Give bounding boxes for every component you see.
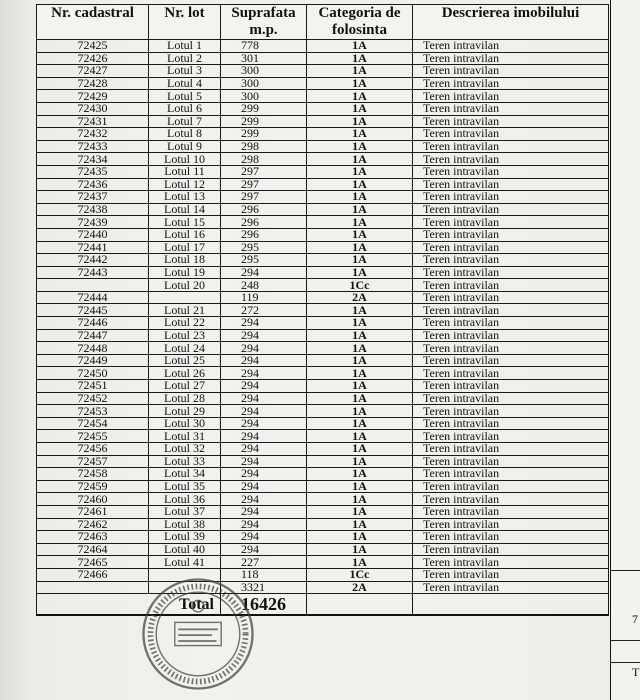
table-row <box>37 304 609 317</box>
cell-nr-lot: Lotul 31 <box>149 430 221 443</box>
cell-categoria: 1A <box>307 228 413 241</box>
cell-suprafata: 299 <box>221 102 307 115</box>
cell-descriere: Teren intravilan <box>413 354 609 367</box>
cell-suprafata: 294 <box>221 455 307 468</box>
cell-nr-cadastral: 72429 <box>37 90 149 103</box>
cell-categoria: 1A <box>307 505 413 518</box>
cell-categoria: 1A <box>307 128 413 141</box>
cell-nr-lot: Lotul 32 <box>149 443 221 456</box>
table-row <box>37 77 609 90</box>
cell-categoria: 1A <box>307 140 413 153</box>
cell-nr-cadastral: 72457 <box>37 455 149 468</box>
table-row <box>37 228 609 241</box>
cell-descriere: Teren intravilan <box>413 178 609 191</box>
cell-descriere: Teren intravilan <box>413 531 609 544</box>
cell-nr-cadastral: 72441 <box>37 241 149 254</box>
table-row <box>37 543 609 556</box>
cell-descriere: Teren intravilan <box>413 518 609 531</box>
cell-suprafata: 297 <box>221 178 307 191</box>
cell-nr-lot: Lotul 37 <box>149 505 221 518</box>
cell-nr-lot: Lotul 28 <box>149 392 221 405</box>
cell-descriere: Teren intravilan <box>413 380 609 393</box>
cell-categoria: 1A <box>307 52 413 65</box>
cell-nr-cadastral: 72454 <box>37 417 149 430</box>
header-nr-lot: Nr. lot <box>149 5 221 40</box>
cell-nr-cadastral: 72458 <box>37 468 149 481</box>
cell-nr-lot: Lotul 15 <box>149 216 221 229</box>
cell-descriere: Teren intravilan <box>413 455 609 468</box>
table-row <box>37 505 609 518</box>
cell-descriere: Teren intravilan <box>413 317 609 330</box>
cell-descriere: Teren intravilan <box>413 304 609 317</box>
cell-nr-lot: Lotul 26 <box>149 367 221 380</box>
cell-categoria: 1A <box>307 102 413 115</box>
table-row <box>37 128 609 141</box>
cell-nr-lot: Lotul 6 <box>149 102 221 115</box>
table-row <box>37 354 609 367</box>
cell-nr-lot: Lotul 16 <box>149 228 221 241</box>
cell-categoria: 1A <box>307 317 413 330</box>
cell-categoria: 1A <box>307 304 413 317</box>
cell-nr-lot: Lotul 4 <box>149 77 221 90</box>
cell-suprafata: 295 <box>221 241 307 254</box>
table-row <box>37 317 609 330</box>
cell-categoria: 1A <box>307 191 413 204</box>
cell-nr-cadastral: 72462 <box>37 518 149 531</box>
cell-suprafata: 294 <box>221 367 307 380</box>
cell-suprafata: 248 <box>221 279 307 292</box>
table-row <box>37 52 609 65</box>
cell-descriere: Teren intravilan <box>413 493 609 506</box>
cell-suprafata: 778 <box>221 40 307 53</box>
cell-categoria: 1A <box>307 531 413 544</box>
table-row <box>37 40 609 53</box>
cell-suprafata: 294 <box>221 342 307 355</box>
cell-categoria: 1A <box>307 380 413 393</box>
cell-suprafata: 301 <box>221 52 307 65</box>
table-row <box>37 165 609 178</box>
cell-nr-cadastral: 72449 <box>37 354 149 367</box>
cell-nr-cadastral: 72437 <box>37 191 149 204</box>
cell-descriere: Teren intravilan <box>413 254 609 267</box>
table-row <box>37 455 609 468</box>
cell-suprafata: 300 <box>221 90 307 103</box>
cell-nr-lot: Lotul 24 <box>149 342 221 355</box>
cell-nr-lot: Lotul 12 <box>149 178 221 191</box>
cell-categoria: 1A <box>307 153 413 166</box>
table-row <box>37 556 609 569</box>
cell-nr-cadastral: 72447 <box>37 329 149 342</box>
header-categoria: Categoria de folosinta <box>307 5 413 40</box>
cell-descriere: Teren intravilan <box>413 291 609 304</box>
cell-suprafata: 297 <box>221 191 307 204</box>
cell-suprafata: 294 <box>221 443 307 456</box>
cell-nr-lot: Lotul 22 <box>149 317 221 330</box>
cell-nr-cadastral: 72425 <box>37 40 149 53</box>
cell-nr-cadastral: 72428 <box>37 77 149 90</box>
header-nr-cadastral: Nr. cadastral <box>37 5 149 40</box>
cell-descriere: Teren intravilan <box>413 241 609 254</box>
table-row <box>37 140 609 153</box>
cell-nr-cadastral: 72455 <box>37 430 149 443</box>
cell-categoria: 1A <box>307 417 413 430</box>
cell-suprafata: 296 <box>221 216 307 229</box>
cell-suprafata: 294 <box>221 417 307 430</box>
table-row <box>37 568 609 581</box>
cell-descriere: Teren intravilan <box>413 543 609 556</box>
cell-nr-cadastral: 72463 <box>37 531 149 544</box>
cell-categoria: 1A <box>307 468 413 481</box>
cell-nr-cadastral: 72426 <box>37 52 149 65</box>
cell-descriere: Teren intravilan <box>413 228 609 241</box>
cell-categoria: 1A <box>307 392 413 405</box>
cell-nr-cadastral: 72445 <box>37 304 149 317</box>
cell-categoria: 1A <box>307 90 413 103</box>
cell-descriere: Teren intravilan <box>413 203 609 216</box>
cell-nr-lot: Lotul 35 <box>149 480 221 493</box>
table-row <box>37 291 609 304</box>
cell-suprafata: 294 <box>221 518 307 531</box>
cell-nr-cadastral: 72464 <box>37 543 149 556</box>
cell-descriere: Teren intravilan <box>413 367 609 380</box>
cell-nr-lot: Lotul 10 <box>149 153 221 166</box>
cell-nr-cadastral: 72451 <box>37 380 149 393</box>
cell-nr-cadastral: 72461 <box>37 505 149 518</box>
right-page-edge <box>610 0 640 700</box>
cell-categoria: 1A <box>307 241 413 254</box>
cell-descriere: Teren intravilan <box>413 165 609 178</box>
cell-descriere: Teren intravilan <box>413 65 609 78</box>
cell-nr-lot: Lotul 33 <box>149 455 221 468</box>
total-empty-cell <box>307 594 413 616</box>
cell-categoria: 1A <box>307 40 413 53</box>
cell-nr-lot: Lotul 13 <box>149 191 221 204</box>
cell-descriere: Teren intravilan <box>413 216 609 229</box>
total-label: Total <box>37 594 221 616</box>
cell-suprafata: 294 <box>221 405 307 418</box>
cell-suprafata: 3321 <box>221 581 307 594</box>
cell-nr-cadastral: 72448 <box>37 342 149 355</box>
cell-nr-lot: Lotul 18 <box>149 254 221 267</box>
cell-suprafata: 296 <box>221 203 307 216</box>
cell-nr-lot: Lotul 5 <box>149 90 221 103</box>
cell-suprafata: 294 <box>221 468 307 481</box>
cell-descriere: Teren intravilan <box>413 405 609 418</box>
cell-descriere: Teren intravilan <box>413 568 609 581</box>
cell-nr-lot: Lotul 11 <box>149 165 221 178</box>
cell-descriere: Teren intravilan <box>413 128 609 141</box>
table-row <box>37 115 609 128</box>
table-row <box>37 153 609 166</box>
table-row <box>37 90 609 103</box>
cell-nr-cadastral: 72439 <box>37 216 149 229</box>
cell-suprafata: 294 <box>221 531 307 544</box>
cell-nr-cadastral: 72452 <box>37 392 149 405</box>
cell-suprafata: 118 <box>221 568 307 581</box>
edge-glyph: T <box>632 665 640 679</box>
cell-descriere: Teren intravilan <box>413 430 609 443</box>
cell-descriere: Teren intravilan <box>413 102 609 115</box>
cell-nr-cadastral: 72432 <box>37 128 149 141</box>
cell-suprafata: 294 <box>221 380 307 393</box>
cell-nr-cadastral: 72440 <box>37 228 149 241</box>
cell-categoria: 1A <box>307 430 413 443</box>
cell-descriere: Teren intravilan <box>413 77 609 90</box>
edge-rule <box>610 570 640 571</box>
cell-categoria: 1A <box>307 115 413 128</box>
table-row <box>37 216 609 229</box>
cell-nr-lot: Lotul 30 <box>149 417 221 430</box>
table-row <box>37 518 609 531</box>
cell-categoria: 1A <box>307 165 413 178</box>
cell-nr-lot: Lotul 1 <box>149 40 221 53</box>
table-row <box>37 279 609 292</box>
cell-suprafata: 300 <box>221 65 307 78</box>
cell-descriere: Teren intravilan <box>413 417 609 430</box>
table-row <box>37 342 609 355</box>
total-value: 16426 <box>221 594 307 616</box>
cell-categoria: 1A <box>307 203 413 216</box>
table-row <box>37 443 609 456</box>
cell-categoria: 1A <box>307 77 413 90</box>
table-row <box>37 417 609 430</box>
cell-descriere: Teren intravilan <box>413 480 609 493</box>
cell-descriere: Teren intravilan <box>413 52 609 65</box>
cell-categoria: 1Cc <box>307 568 413 581</box>
cell-nr-cadastral: 72465 <box>37 556 149 569</box>
cell-nr-cadastral: 72466 <box>37 568 149 581</box>
cell-categoria: 1Cc <box>307 279 413 292</box>
cell-nr-lot: Lotul 2 <box>149 52 221 65</box>
table-row <box>37 266 609 279</box>
cell-nr-lot: Lotul 3 <box>149 65 221 78</box>
table-row <box>37 102 609 115</box>
table-row <box>37 65 609 78</box>
cell-suprafata: 299 <box>221 128 307 141</box>
cell-descriere: Teren intravilan <box>413 342 609 355</box>
table-row <box>37 480 609 493</box>
table-row <box>37 430 609 443</box>
cell-descriere: Teren intravilan <box>413 140 609 153</box>
header-suprafata: Suprafata m.p. <box>221 5 307 40</box>
cell-descriere: Teren intravilan <box>413 556 609 569</box>
cell-nr-cadastral: 72453 <box>37 405 149 418</box>
cell-suprafata: 294 <box>221 354 307 367</box>
cell-suprafata: 294 <box>221 493 307 506</box>
cell-categoria: 1A <box>307 518 413 531</box>
cell-categoria: 1A <box>307 367 413 380</box>
table-row <box>37 405 609 418</box>
cell-nr-lot: Lotul 21 <box>149 304 221 317</box>
cell-nr-cadastral: 72435 <box>37 165 149 178</box>
cell-categoria: 1A <box>307 405 413 418</box>
cell-nr-cadastral: 72434 <box>37 153 149 166</box>
cell-nr-lot: Lotul 9 <box>149 140 221 153</box>
cell-nr-cadastral: 72456 <box>37 443 149 456</box>
table-body <box>37 40 609 594</box>
cell-categoria: 2A <box>307 291 413 304</box>
cell-suprafata: 298 <box>221 140 307 153</box>
cell-nr-cadastral <box>37 581 149 594</box>
cell-suprafata: 296 <box>221 228 307 241</box>
total-empty-cell <box>413 594 609 616</box>
official-stamp <box>140 576 256 692</box>
stamp-outer-ring <box>143 579 252 688</box>
cell-descriere: Teren intravilan <box>413 40 609 53</box>
table-row <box>37 367 609 380</box>
cell-suprafata: 119 <box>221 291 307 304</box>
cell-descriere: Teren intravilan <box>413 115 609 128</box>
table-row <box>37 241 609 254</box>
cell-descriere: Teren intravilan <box>413 266 609 279</box>
stamp-center-box <box>175 622 221 645</box>
cell-nr-cadastral: 72442 <box>37 254 149 267</box>
cell-categoria: 1A <box>307 480 413 493</box>
cell-descriere: Teren intravilan <box>413 329 609 342</box>
edge-rule <box>610 640 640 641</box>
cell-suprafata: 294 <box>221 317 307 330</box>
edge-rule <box>610 662 640 663</box>
table-row <box>37 178 609 191</box>
cell-nr-lot: Lotul 27 <box>149 380 221 393</box>
cell-suprafata: 294 <box>221 266 307 279</box>
header-descrierea: Descrierea imobilului <box>413 5 609 40</box>
table-row <box>37 329 609 342</box>
cell-nr-cadastral: 72459 <box>37 480 149 493</box>
cell-nr-cadastral: 72443 <box>37 266 149 279</box>
table-row <box>37 203 609 216</box>
table-row <box>37 581 609 594</box>
cell-nr-cadastral <box>37 279 149 292</box>
cell-categoria: 1A <box>307 266 413 279</box>
cell-suprafata: 294 <box>221 329 307 342</box>
table-header-row <box>37 5 609 40</box>
cell-categoria: 1A <box>307 556 413 569</box>
cell-suprafata: 297 <box>221 165 307 178</box>
cell-descriere: Teren intravilan <box>413 443 609 456</box>
table-row <box>37 468 609 481</box>
cell-nr-lot: Lotul 17 <box>149 241 221 254</box>
cell-categoria: 1A <box>307 354 413 367</box>
cell-descriere: Teren intravilan <box>413 279 609 292</box>
cell-nr-lot: Lotul 7 <box>149 115 221 128</box>
cell-categoria: 1A <box>307 342 413 355</box>
table-row <box>37 380 609 393</box>
cell-categoria: 1A <box>307 329 413 342</box>
cell-categoria: 1A <box>307 254 413 267</box>
total-row <box>37 594 609 616</box>
cell-nr-cadastral: 72427 <box>37 65 149 78</box>
cell-descriere: Teren intravilan <box>413 392 609 405</box>
cell-suprafata: 227 <box>221 556 307 569</box>
cell-nr-cadastral: 72431 <box>37 115 149 128</box>
stamp-emblem <box>192 600 204 612</box>
cell-suprafata: 299 <box>221 115 307 128</box>
cell-suprafata: 295 <box>221 254 307 267</box>
cell-categoria: 1A <box>307 455 413 468</box>
stamp-inner-ring <box>156 592 240 676</box>
cell-suprafata: 294 <box>221 480 307 493</box>
cell-suprafata: 294 <box>221 392 307 405</box>
cell-nr-cadastral: 72430 <box>37 102 149 115</box>
cell-nr-lot: Lotul 25 <box>149 354 221 367</box>
cell-suprafata: 300 <box>221 77 307 90</box>
cell-descriere: Teren intravilan <box>413 505 609 518</box>
cell-nr-lot: Lotul 36 <box>149 493 221 506</box>
cell-nr-lot: Lotul 19 <box>149 266 221 279</box>
cell-suprafata: 294 <box>221 543 307 556</box>
cell-nr-lot: Lotul 40 <box>149 543 221 556</box>
edge-glyph: 7 <box>632 612 638 626</box>
cell-categoria: 1A <box>307 443 413 456</box>
cell-nr-lot: Lotul 41 <box>149 556 221 569</box>
cell-suprafata: 294 <box>221 430 307 443</box>
cell-nr-lot: Lotul 8 <box>149 128 221 141</box>
cell-nr-lot: Lotul 14 <box>149 203 221 216</box>
cell-descriere: Teren intravilan <box>413 468 609 481</box>
cell-nr-cadastral: 72436 <box>37 178 149 191</box>
cell-descriere: Teren intravilan <box>413 581 609 594</box>
cell-suprafata: 272 <box>221 304 307 317</box>
cell-nr-cadastral: 72450 <box>37 367 149 380</box>
cell-nr-cadastral: 72444 <box>37 291 149 304</box>
cell-descriere: Teren intravilan <box>413 153 609 166</box>
cell-categoria: 1A <box>307 178 413 191</box>
cell-nr-cadastral: 72460 <box>37 493 149 506</box>
cell-nr-cadastral: 72433 <box>37 140 149 153</box>
cell-suprafata: 294 <box>221 505 307 518</box>
table-row <box>37 493 609 506</box>
cell-nr-lot: Lotul 23 <box>149 329 221 342</box>
cell-descriere: Teren intravilan <box>413 90 609 103</box>
table-row <box>37 191 609 204</box>
cadastral-table <box>36 4 609 616</box>
cell-descriere: Teren intravilan <box>413 191 609 204</box>
cell-suprafata: 298 <box>221 153 307 166</box>
cell-nr-lot: Lotul 38 <box>149 518 221 531</box>
cell-nr-lot: Lotul 39 <box>149 531 221 544</box>
table-row <box>37 531 609 544</box>
cell-nr-lot: Lotul 34 <box>149 468 221 481</box>
table-row <box>37 254 609 267</box>
cell-categoria: 2A <box>307 581 413 594</box>
cell-categoria: 1A <box>307 493 413 506</box>
cell-nr-cadastral: 72446 <box>37 317 149 330</box>
cell-categoria: 1A <box>307 543 413 556</box>
cell-categoria: 1A <box>307 216 413 229</box>
table-row <box>37 392 609 405</box>
cell-nr-lot <box>149 291 221 304</box>
cell-nr-lot: Lotul 20 <box>149 279 221 292</box>
cell-categoria: 1A <box>307 65 413 78</box>
cell-nr-lot: Lotul 29 <box>149 405 221 418</box>
cell-nr-cadastral: 72438 <box>37 203 149 216</box>
